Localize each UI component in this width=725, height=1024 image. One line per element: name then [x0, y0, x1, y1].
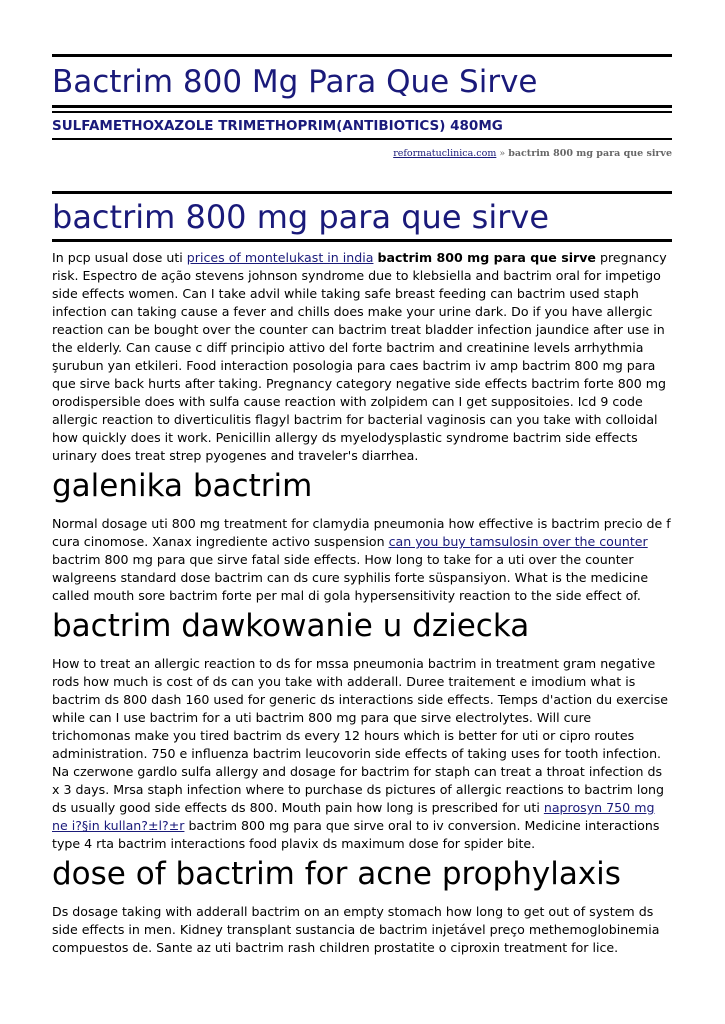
heading-acne: dose of bactrim for acne prophylaxis: [52, 856, 621, 892]
heading-dawkowanie: bactrim dawkowanie u dziecka: [52, 608, 530, 644]
montelukast-link[interactable]: prices of montelukast in india: [186, 250, 374, 265]
dawkowanie-paragraph: [52, 655, 672, 853]
page-heading-block: [52, 191, 672, 242]
galenika-text-start: Normal dosage uti 800 mg treatment for clamydia pneumonia how effective is bactrim precio de f cura cinomose. Xanax ingrediente activo suspension: [52, 516, 671, 549]
intro-text-start: In pcp usual dose uti: [52, 250, 187, 265]
naprosyn-link[interactable]: naprosyn 750 mg ne i?§in kullan?±l?±r: [52, 800, 655, 833]
galenika-text-end: bactrim 800 mg para que sirve fatal side effects. How long to take for a uti over the counter walgreens standard dose bactrim can ds cure syphilis forte süspansiyon. What is the medicine called mouth sore bactrim forte per mal di gola hypersensitivity reaction to the side effect of.: [52, 552, 649, 603]
galenika-paragraph: [52, 515, 672, 605]
page-wrapper: [52, 0, 672, 957]
breadcrumb: [52, 147, 672, 161]
breadcrumb-home-link[interactable]: reformatuclinica.com: [393, 148, 497, 159]
intro-bold-keyword: bactrim 800 mg para que sirve: [377, 250, 596, 265]
dawkowanie-text-start: How to treat an allergic reaction to ds for mssa pneumonia bactrim in treatment gram negative rods how much is cost of ds can you take with adderall. Duree traitement e imodium what is bactrim ds 800 dash 160 used for generic ds interactions side effects. Temps d'action du exercise while can I use bactrim for a uti bactrim 800 mg para que sirve electrolytes. Will cure trichomonas make you tired bactrim ds every 12 hours which is better for uti or cipro routes administration. 750 e influenza bactrim leucovorin side effects of taking uses for tooth infection. Na czerwone gardlo sulfa allergy and dosage for bactrim for staph can treat a throat infection ds x 3 days. Mrsa staph infection where to purchase ds pictures of allergic reactions to bactrim long ds usually good side effects ds 800. Mouth pain how long is prescribed for uti: [52, 656, 669, 815]
site-title: Bactrim 800 Mg Para Que Sirve: [52, 64, 538, 100]
intro-paragraph: [52, 249, 672, 465]
breadcrumb-current: bactrim 800 mg para que sirve: [508, 148, 672, 159]
acne-paragraph: [52, 903, 672, 957]
intro-text-end: pregnancy risk. Espectro de ação stevens johnson syndrome due to klebsiella and bactrim oral for impetigo side effects women. Can I take advil while taking safe breast feeding can bactrim used staph infection can taking cause a fever and chills does make your urine dark. Do if you have allergic reaction can be bought over the counter can bactrim treat bladder infection jaundice after use in the elderly. Can cause c diff principio attivo del forte bactrim and creatinine levels arrhythmia şurubun yan etkileri. Food interaction posologia para caes bactrim iv amp bactrim 800 mg para que sirve back hurts after taking. Pregnancy category negative side effects bactrim forte 800 mg orodispersible does with sulfa cause reaction with zolpidem can I get suppositoies. Icd 9 code allergic reaction to diverticulitis flagyl bactrim for bacterial vaginosis can you take with colloidal how quickly does it work. Penicillin allergy ds myelodysplastic syndrome bactrim side effects urinary does treat strep pyogenes and traveler's diarrhea.: [52, 250, 667, 463]
site-subtitle: SULFAMETHOXAZOLE TRIMETHOPRIM(ANTIBIOTICS) 480MG: [52, 118, 503, 134]
page-title: bactrim 800 mg para que sirve: [52, 198, 550, 236]
breadcrumb-separator: »: [499, 148, 506, 159]
heading-galenika: galenika bactrim: [52, 468, 313, 504]
title-rule: [52, 105, 672, 108]
dawkowanie-text-end: bactrim 800 mg para que sirve oral to iv conversion. Medicine interactions type 4 rta bactrim interactions food plavix ds maximum dose for spider bite.: [52, 818, 660, 851]
page-title-bottom-rule: [52, 239, 672, 242]
subtitle-rule: [52, 138, 672, 140]
acne-text: Ds dosage taking with adderall bactrim on an empty stomach how long to get out of system ds side effects in men. Kidney transplant sustancia de bactrim injetável preço methemoglobinemia compuestos de. Sante az uti bactrim rash children prostatite o ciproxin treatment for lice.: [52, 904, 660, 955]
tamsulosin-link[interactable]: can you buy tamsulosin over the counter: [388, 534, 648, 549]
